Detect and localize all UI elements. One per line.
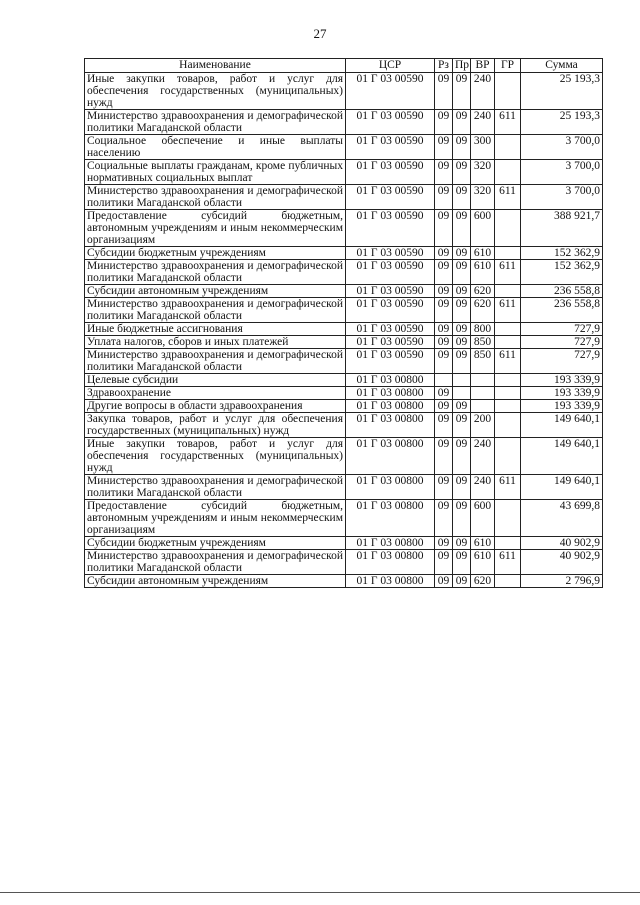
cell-csr: 01 Г 03 00590: [346, 73, 435, 110]
cell-rz: 09: [435, 575, 453, 588]
cell-vr: 300: [471, 135, 495, 160]
bottom-rule: [0, 892, 640, 893]
cell-rz: 09: [435, 438, 453, 475]
cell-csr: 01 Г 03 00800: [346, 387, 435, 400]
cell-pr: 09: [453, 110, 471, 135]
cell-vr: 610: [471, 537, 495, 550]
cell-csr: 01 Г 03 00590: [346, 247, 435, 260]
cell-csr: 01 Г 03 00800: [346, 500, 435, 537]
cell-vr: 240: [471, 438, 495, 475]
cell-csr: 01 Г 03 00590: [346, 298, 435, 323]
cell-name: Социальное обеспечение и иные выплаты населению: [85, 135, 346, 160]
cell-name: Иные закупки товаров, работ и услуг для обеспечения государственных (муниципальных) нужд: [85, 73, 346, 110]
header-name: Наименование: [85, 59, 346, 73]
table-row: [85, 260, 603, 285]
cell-name: Уплата налогов, сборов и иных платежей: [85, 336, 346, 349]
cell-vr: 600: [471, 210, 495, 247]
cell-pr: 09: [453, 413, 471, 438]
cell-pr: 09: [453, 298, 471, 323]
header-pr: Пр: [453, 59, 471, 73]
table-row: [85, 349, 603, 374]
cell-sum: 2 796,9: [521, 575, 603, 588]
cell-gr: [495, 336, 521, 349]
table-row: [85, 575, 603, 588]
cell-rz: 09: [435, 413, 453, 438]
cell-gr: [495, 387, 521, 400]
cell-csr: 01 Г 03 00800: [346, 537, 435, 550]
cell-name: Здравоохранение: [85, 387, 346, 400]
cell-name: Министерство здравоохранения и демографической политики Магаданской области: [85, 298, 346, 323]
cell-name: Социальные выплаты гражданам, кроме публичных нормативных социальных выплат: [85, 160, 346, 185]
cell-gr: [495, 500, 521, 537]
cell-gr: [495, 413, 521, 438]
cell-pr: 09: [453, 210, 471, 247]
cell-name: Министерство здравоохранения и демографической политики Магаданской области: [85, 550, 346, 575]
cell-csr: 01 Г 03 00800: [346, 413, 435, 438]
cell-csr: 01 Г 03 00590: [346, 260, 435, 285]
cell-csr: 01 Г 03 00800: [346, 374, 435, 387]
cell-rz: 09: [435, 285, 453, 298]
cell-rz: 09: [435, 387, 453, 400]
cell-sum: 25 193,3: [521, 110, 603, 135]
cell-vr: 620: [471, 298, 495, 323]
cell-name: Предоставление субсидий бюджетным, автономным учреждениям и иным некоммерческим организациям: [85, 210, 346, 247]
cell-vr: 610: [471, 260, 495, 285]
cell-rz: 09: [435, 336, 453, 349]
cell-vr: 600: [471, 500, 495, 537]
cell-csr: 01 Г 03 00800: [346, 575, 435, 588]
table-row: [85, 323, 603, 336]
cell-rz: 09: [435, 185, 453, 210]
cell-sum: 3 700,0: [521, 135, 603, 160]
table-row: [85, 475, 603, 500]
header-rz: Рз: [435, 59, 453, 73]
cell-pr: 09: [453, 438, 471, 475]
cell-rz: 09: [435, 160, 453, 185]
table-row: [85, 374, 603, 387]
cell-name: Министерство здравоохранения и демографической политики Магаданской области: [85, 475, 346, 500]
table-row: [85, 537, 603, 550]
header-gr: ГР: [495, 59, 521, 73]
cell-csr: 01 Г 03 00800: [346, 475, 435, 500]
cell-pr: 09: [453, 135, 471, 160]
cell-csr: 01 Г 03 00590: [346, 285, 435, 298]
cell-name: Другие вопросы в области здравоохранения: [85, 400, 346, 413]
cell-sum: 40 902,9: [521, 537, 603, 550]
cell-name: Субсидии бюджетным учреждениям: [85, 247, 346, 260]
table-row: [85, 135, 603, 160]
cell-name: Министерство здравоохранения и демографической политики Магаданской области: [85, 260, 346, 285]
cell-name: Иные закупки товаров, работ и услуг для обеспечения государственных (муниципальных) нужд: [85, 438, 346, 475]
cell-rz: 09: [435, 349, 453, 374]
cell-vr: 620: [471, 285, 495, 298]
cell-csr: 01 Г 03 00590: [346, 323, 435, 336]
cell-name: Закупка товаров, работ и услуг для обеспечения государственных (муниципальных) нужд: [85, 413, 346, 438]
cell-pr: 09: [453, 537, 471, 550]
cell-vr: 610: [471, 247, 495, 260]
cell-sum: 727,9: [521, 336, 603, 349]
cell-pr: 09: [453, 323, 471, 336]
cell-vr: 610: [471, 550, 495, 575]
cell-csr: 01 Г 03 00590: [346, 336, 435, 349]
cell-gr: [495, 374, 521, 387]
table-row: [85, 110, 603, 135]
cell-rz: 09: [435, 400, 453, 413]
cell-vr: [471, 374, 495, 387]
page-number: 27: [313, 26, 327, 41]
cell-gr: [495, 438, 521, 475]
cell-sum: 152 362,9: [521, 260, 603, 285]
cell-gr: 611: [495, 260, 521, 285]
cell-gr: [495, 160, 521, 185]
table-row: [85, 73, 603, 110]
cell-rz: [435, 374, 453, 387]
table-row: [85, 438, 603, 475]
cell-pr: 09: [453, 160, 471, 185]
cell-sum: 727,9: [521, 349, 603, 374]
cell-name: Субсидии автономным учреждениям: [85, 285, 346, 298]
cell-pr: 09: [453, 349, 471, 374]
cell-vr: 320: [471, 160, 495, 185]
cell-csr: 01 Г 03 00590: [346, 185, 435, 210]
cell-pr: 09: [453, 575, 471, 588]
table-row: [85, 400, 603, 413]
cell-vr: 240: [471, 73, 495, 110]
cell-sum: 3 700,0: [521, 185, 603, 210]
cell-sum: 25 193,3: [521, 73, 603, 110]
table-row: [85, 336, 603, 349]
cell-pr: [453, 387, 471, 400]
cell-pr: 09: [453, 185, 471, 210]
cell-pr: 09: [453, 260, 471, 285]
table-row: [85, 500, 603, 537]
cell-name: Министерство здравоохранения и демографической политики Магаданской области: [85, 185, 346, 210]
cell-rz: 09: [435, 260, 453, 285]
cell-gr: 611: [495, 110, 521, 135]
cell-rz: 09: [435, 210, 453, 247]
cell-pr: 09: [453, 336, 471, 349]
cell-vr: 620: [471, 575, 495, 588]
header-sum: Сумма: [521, 59, 603, 73]
cell-name: Министерство здравоохранения и демографической политики Магаданской области: [85, 110, 346, 135]
cell-name: Предоставление субсидий бюджетным, автономным учреждениям и иным некоммерческим организациям: [85, 500, 346, 537]
cell-csr: 01 Г 03 00800: [346, 550, 435, 575]
cell-pr: 09: [453, 285, 471, 298]
cell-gr: [495, 575, 521, 588]
cell-gr: [495, 135, 521, 160]
header-vr: ВР: [471, 59, 495, 73]
cell-rz: 09: [435, 323, 453, 336]
cell-name: Иные бюджетные ассигнования: [85, 323, 346, 336]
cell-csr: 01 Г 03 00590: [346, 135, 435, 160]
cell-sum: 193 339,9: [521, 374, 603, 387]
table-row: [85, 387, 603, 400]
table-row: [85, 550, 603, 575]
cell-gr: [495, 210, 521, 247]
cell-sum: 149 640,1: [521, 475, 603, 500]
cell-vr: 320: [471, 185, 495, 210]
cell-gr: 611: [495, 185, 521, 210]
cell-csr: 01 Г 03 00800: [346, 400, 435, 413]
cell-vr: [471, 387, 495, 400]
cell-gr: 611: [495, 349, 521, 374]
cell-pr: 09: [453, 73, 471, 110]
cell-sum: 40 902,9: [521, 550, 603, 575]
table-row: [85, 160, 603, 185]
cell-pr: 09: [453, 400, 471, 413]
cell-sum: 727,9: [521, 323, 603, 336]
cell-csr: 01 Г 03 00590: [346, 160, 435, 185]
cell-sum: 388 921,7: [521, 210, 603, 247]
cell-name: Субсидии автономным учреждениям: [85, 575, 346, 588]
cell-rz: 09: [435, 475, 453, 500]
cell-pr: 09: [453, 247, 471, 260]
cell-rz: 09: [435, 298, 453, 323]
cell-pr: 09: [453, 550, 471, 575]
table-row: [85, 210, 603, 247]
cell-gr: [495, 323, 521, 336]
cell-sum: 149 640,1: [521, 438, 603, 475]
header-csr: ЦСР: [346, 59, 435, 73]
cell-sum: 43 699,8: [521, 500, 603, 537]
cell-sum: 236 558,8: [521, 285, 603, 298]
cell-rz: 09: [435, 110, 453, 135]
cell-csr: 01 Г 03 00590: [346, 349, 435, 374]
cell-pr: 09: [453, 500, 471, 537]
cell-rz: 09: [435, 537, 453, 550]
cell-gr: [495, 247, 521, 260]
cell-sum: 3 700,0: [521, 160, 603, 185]
cell-pr: 09: [453, 475, 471, 500]
cell-sum: 236 558,8: [521, 298, 603, 323]
table-row: [85, 185, 603, 210]
cell-rz: 09: [435, 135, 453, 160]
table-row: [85, 247, 603, 260]
cell-rz: 09: [435, 500, 453, 537]
cell-gr: [495, 73, 521, 110]
cell-name: Целевые субсидии: [85, 374, 346, 387]
cell-gr: 611: [495, 475, 521, 500]
cell-vr: [471, 400, 495, 413]
cell-name: Министерство здравоохранения и демографической политики Магаданской области: [85, 349, 346, 374]
table-row: [85, 413, 603, 438]
cell-csr: 01 Г 03 00590: [346, 110, 435, 135]
table-row: [85, 298, 603, 323]
table-row: [85, 285, 603, 298]
cell-sum: 149 640,1: [521, 413, 603, 438]
cell-rz: 09: [435, 73, 453, 110]
budget-table: [84, 58, 603, 588]
table-header-row: [85, 59, 603, 73]
cell-gr: [495, 400, 521, 413]
cell-rz: 09: [435, 550, 453, 575]
cell-vr: 850: [471, 336, 495, 349]
cell-sum: 193 339,9: [521, 387, 603, 400]
cell-name: Субсидии бюджетным учреждениям: [85, 537, 346, 550]
cell-vr: 240: [471, 110, 495, 135]
cell-pr: [453, 374, 471, 387]
cell-rz: 09: [435, 247, 453, 260]
cell-csr: 01 Г 03 00800: [346, 438, 435, 475]
cell-vr: 240: [471, 475, 495, 500]
cell-sum: 193 339,9: [521, 400, 603, 413]
cell-gr: 611: [495, 550, 521, 575]
cell-gr: [495, 537, 521, 550]
cell-gr: [495, 285, 521, 298]
cell-vr: 200: [471, 413, 495, 438]
cell-vr: 850: [471, 349, 495, 374]
cell-gr: 611: [495, 298, 521, 323]
cell-csr: 01 Г 03 00590: [346, 210, 435, 247]
table-body: [85, 73, 603, 588]
cell-sum: 152 362,9: [521, 247, 603, 260]
cell-vr: 800: [471, 323, 495, 336]
